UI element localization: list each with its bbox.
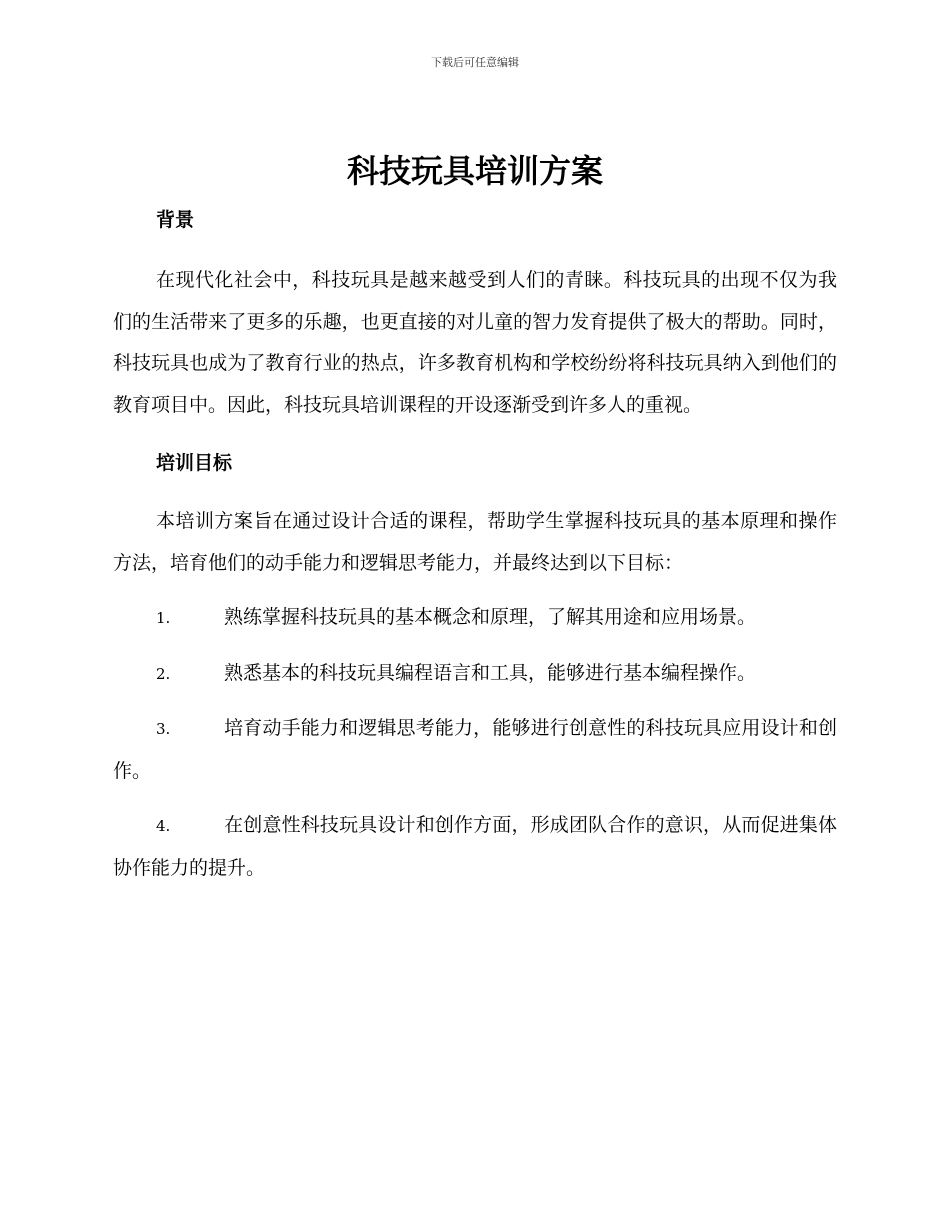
list-item-text: 在创意性科技玩具设计和创作方面，形成团队合作的意识，从而促进集体协作能力的提升。: [113, 814, 837, 879]
list-item: [113, 708, 837, 792]
list-item-text: 熟悉基本的科技玩具编程语言和工具，能够进行基本编程操作。: [224, 661, 757, 684]
document-title: 科技玩具培训方案: [346, 152, 603, 190]
list-item-number: 3.: [156, 720, 171, 738]
list-item: [113, 597, 837, 640]
page-header: 下载后可任意编辑: [431, 56, 519, 69]
list-item-number: 1.: [156, 609, 171, 627]
goals-paragraph: 本培训方案旨在通过设计合适的课程，帮助学生掌握科技玩具的基本原理和操作方法，培育他们的动手能力和逻辑思考能力，并最终达到以下目标：: [113, 510, 837, 574]
section-heading-goals: 培训目标: [156, 452, 233, 474]
document-body: [113, 200, 837, 889]
list-item-text: 熟练掌握科技玩具的基本概念和原理，了解其用途和应用场景。: [224, 606, 757, 628]
goals-list: [113, 597, 837, 889]
list-item-text: 培育动手能力和逻辑思考能力，能够进行创意性的科技玩具应用设计和创作。: [113, 717, 837, 782]
background-paragraph: 在现代化社会中，科技玩具是越来越受到人们的青睐。科技玩具的出现不仅为我们的生活带来了更多的乐趣，也更直接的对儿童的智力发育提供了极大的帮助。同时，科技玩具也成为了教育行业的热点，许多教育机构和学校纷纷将科技玩具纳入到他们的教育项目中。因此，科技玩具培训课程的开设逐渐受到许多人的重视。: [113, 269, 837, 416]
list-item: [113, 653, 837, 696]
section-heading-background: 背景: [156, 209, 195, 231]
list-item-number: 4.: [156, 817, 171, 835]
list-item-number: 2.: [156, 664, 171, 683]
list-item: [113, 805, 837, 889]
